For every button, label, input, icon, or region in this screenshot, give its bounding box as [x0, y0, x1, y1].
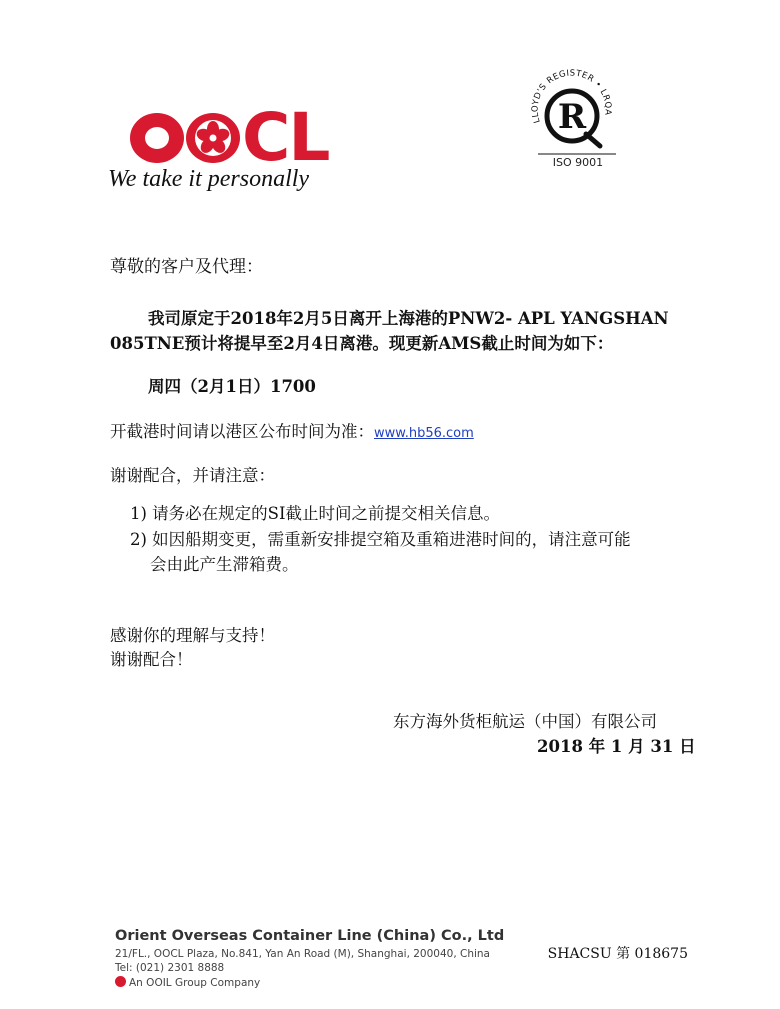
- footer-company: Orient Overseas Container Line (China) Co., Ltd: [115, 928, 505, 944]
- closing-cooperation: 谢谢配合！: [110, 650, 193, 669]
- svg-text:R: R: [557, 97, 587, 137]
- port-time-note: [110, 418, 474, 442]
- notice-item-2-line-1: 2) 如因船期变更，需重新安排提空箱及重箱进港时间的，请注意可能: [130, 530, 631, 549]
- port-time-link[interactable]: www.hb56.com: [374, 426, 474, 441]
- footer-address: 21/FL., OOCL Plaza, No.841, Yan An Road (M), Shanghai, 200040, China: [115, 948, 490, 960]
- footer-group: An OOIL Group Company: [115, 976, 260, 989]
- flower-icon: [115, 976, 126, 987]
- paragraph-line-1: 我司原定于2018年2月5日离开上海港的PNW2- APL YANGSHAN: [148, 309, 669, 328]
- iso-certification-mark: [520, 58, 620, 174]
- closing-thanks: 感谢你的理解与支持！: [110, 626, 275, 645]
- oocl-logo: [108, 99, 338, 198]
- logo-tagline: We take it personally: [108, 166, 310, 192]
- port-time-prefix: 开截港时间请以港区公布时间为准：: [110, 422, 374, 441]
- paragraph-line-2: 085TNE预计将提早至2月4日离港。现更新AMS截止时间为如下：: [110, 334, 614, 353]
- notice-intro: 谢谢配合，并请注意：: [110, 466, 275, 485]
- company-signature: 东方海外货柜航运（中国）有限公司: [393, 712, 657, 731]
- flower-icon: [186, 113, 240, 163]
- letter-date: 2018 年 1 月 31 日: [537, 737, 696, 756]
- iso-ring-text: LLOYD'S REGISTER • LRQA: [530, 68, 613, 125]
- notice-item-1: 1) 请务必在规定的SI截止时间之前提交相关信息。: [130, 504, 501, 523]
- footer-tel: Tel: (021) 2301 8888: [115, 962, 225, 974]
- oocl-wordmark: CL: [130, 108, 329, 168]
- salutation: 尊敬的客户及代理：: [110, 257, 263, 277]
- notice-item-2-line-2: 会由此产生滞箱费。: [150, 555, 299, 574]
- cutoff-time: 周四（2月1日）1700: [148, 377, 316, 396]
- iso-standard-label: ISO 9001: [552, 156, 604, 169]
- reference-number: SHACSU 第 018675: [547, 946, 688, 962]
